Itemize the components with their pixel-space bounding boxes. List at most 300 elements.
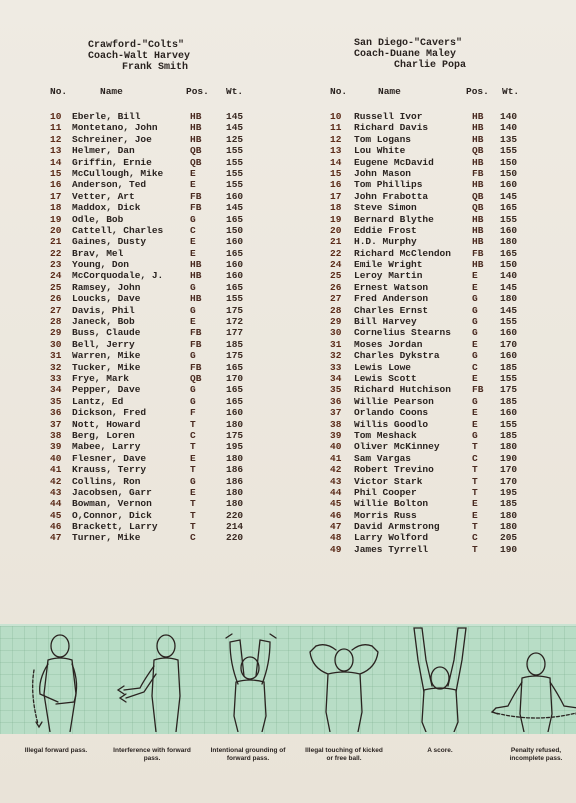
roster-row <box>46 487 316 498</box>
player-weight: 160 <box>500 407 518 419</box>
roster-row <box>46 270 316 281</box>
roster-row <box>46 236 316 247</box>
player-name: Janeck, Bob <box>72 316 135 328</box>
player-weight: 150 <box>226 224 244 236</box>
roster-row <box>46 453 316 464</box>
player-weight: 180 <box>226 418 244 430</box>
player-position: F <box>190 407 196 419</box>
player-name: John Frabotta <box>354 190 429 202</box>
roster-row <box>326 487 576 498</box>
col-head-name: Name <box>100 86 123 97</box>
roster-row <box>46 396 316 407</box>
player-number: 13 <box>330 145 342 157</box>
roster-row <box>326 305 576 316</box>
player-number: 46 <box>330 509 342 521</box>
player-name: Turner, Mike <box>72 532 141 544</box>
player-number: 44 <box>50 498 62 510</box>
player-weight: 145 <box>500 281 518 293</box>
roster-row <box>326 214 576 225</box>
player-number: 27 <box>50 304 62 316</box>
player-name: McCorquodale, J. <box>72 270 164 282</box>
roster-row <box>326 316 576 327</box>
player-position: FB <box>472 167 484 179</box>
player-weight: 165 <box>500 247 518 259</box>
player-number: 31 <box>330 338 342 350</box>
roster-row <box>326 407 576 418</box>
player-name: Eddie Frost <box>354 224 417 236</box>
player-number: 43 <box>50 486 62 498</box>
player-position: T <box>472 521 478 533</box>
player-name: Richard Davis <box>354 122 429 134</box>
player-weight: 155 <box>500 145 518 157</box>
roster-row <box>326 476 576 487</box>
player-position: QB <box>190 372 202 384</box>
player-position: E <box>190 167 196 179</box>
player-position: FB <box>190 361 202 373</box>
roster-row <box>326 362 576 373</box>
player-position: G <box>190 350 196 362</box>
player-name: Eberle, Bill <box>72 111 141 122</box>
player-number: 37 <box>50 418 62 430</box>
player-position: G <box>472 304 478 316</box>
player-position: T <box>190 498 196 510</box>
player-name: Schreiner, Joe <box>72 133 152 145</box>
player-position: HB <box>472 111 484 122</box>
roster-row <box>326 157 576 168</box>
player-name: Moses Jordan <box>354 338 423 350</box>
roster-row <box>326 441 576 452</box>
player-name: Larry Wolford <box>354 532 429 544</box>
roster-row <box>46 430 316 441</box>
col-head-pos: Pos. <box>186 86 209 97</box>
player-name: Cornelius Stearns <box>354 327 451 339</box>
player-number: 42 <box>330 464 342 476</box>
col-head-name: Name <box>378 86 401 97</box>
player-position: G <box>190 475 196 487</box>
player-number: 38 <box>330 418 342 430</box>
player-name: Cattell, Charles <box>72 224 164 236</box>
player-name: Orlando Coons <box>354 407 429 419</box>
player-number: 19 <box>330 213 342 225</box>
referee-illegal-touching-icon <box>296 624 392 732</box>
player-number: 12 <box>330 133 342 145</box>
roster-row <box>46 339 316 350</box>
player-weight: 165 <box>226 281 244 293</box>
player-weight: 160 <box>500 179 518 191</box>
player-position: G <box>190 281 196 293</box>
player-name: O,Connor, Dick <box>72 509 152 521</box>
player-weight: 180 <box>500 509 518 521</box>
player-weight: 145 <box>226 122 244 134</box>
player-number: 29 <box>50 327 62 339</box>
player-position: QB <box>190 145 202 157</box>
roster-row <box>326 350 576 361</box>
roster-row <box>46 407 316 418</box>
roster-row <box>46 202 316 213</box>
player-position: E <box>472 281 478 293</box>
left-roster-rows <box>46 111 316 544</box>
roster-row <box>46 305 316 316</box>
roster-row <box>326 327 576 338</box>
player-number: 18 <box>330 202 342 214</box>
player-weight: 180 <box>500 441 518 453</box>
player-number: 36 <box>330 395 342 407</box>
left-column-headers <box>46 86 316 98</box>
player-name: Young, Don <box>72 259 130 271</box>
player-name: Richard McClendon <box>354 247 451 259</box>
player-weight: 180 <box>500 521 518 533</box>
player-number: 27 <box>330 293 342 305</box>
player-number: 42 <box>50 475 62 487</box>
player-name: Collins, Ron <box>72 475 141 487</box>
player-number: 41 <box>50 464 62 476</box>
player-position: G <box>472 395 478 407</box>
player-number: 40 <box>330 441 342 453</box>
player-name: Oliver McKinney <box>354 441 440 453</box>
player-name: Frye, Mark <box>72 372 130 384</box>
player-position: HB <box>472 179 484 191</box>
roster-row <box>326 248 576 259</box>
player-weight: 190 <box>500 543 518 555</box>
player-position: QB <box>472 145 484 157</box>
player-number: 41 <box>330 452 342 464</box>
player-weight: 180 <box>226 498 244 510</box>
roster-row <box>326 498 576 509</box>
player-name: Odle, Bob <box>72 213 124 225</box>
player-number: 22 <box>50 247 62 259</box>
player-name: Lantz, Ed <box>72 395 124 407</box>
player-name: Maddox, Dick <box>72 202 141 214</box>
roster-row <box>326 259 576 270</box>
player-name: Morris Russ <box>354 509 417 521</box>
player-position: E <box>472 498 478 510</box>
roster-row <box>46 134 316 145</box>
player-number: 16 <box>50 179 62 191</box>
player-weight: 160 <box>226 236 244 248</box>
player-position: E <box>190 486 196 498</box>
player-name: Anderson, Ted <box>72 179 147 191</box>
player-weight: 220 <box>226 509 244 521</box>
player-name: Russell Ivor <box>354 111 423 122</box>
player-weight: 125 <box>226 133 244 145</box>
player-position: HB <box>190 111 202 122</box>
roster-row <box>46 225 316 236</box>
col-head-wt: Wt. <box>502 86 520 97</box>
signal-caption-1: Illegal forward pass. <box>24 747 88 754</box>
col-head-no: No. <box>50 86 68 97</box>
referee-illegal-forward-pass-icon <box>8 624 104 732</box>
roster-row <box>46 179 316 190</box>
player-name: Charles Ernst <box>354 304 429 316</box>
player-position: C <box>472 452 478 464</box>
player-name: Davis, Phil <box>72 304 135 316</box>
player-weight: 186 <box>226 475 244 487</box>
player-number: 25 <box>330 270 342 282</box>
player-position: G <box>472 350 478 362</box>
player-name: McCullough, Mike <box>72 167 164 179</box>
player-name: Griffin, Ernie <box>72 156 152 168</box>
player-name: Helmer, Dan <box>72 145 135 157</box>
player-position: E <box>472 407 478 419</box>
player-name: Gaines, Dusty <box>72 236 147 248</box>
right-team-coach: Coach-Duane Maley <box>354 49 457 60</box>
player-name: Mabee, Larry <box>72 441 141 453</box>
player-weight: 165 <box>226 213 244 225</box>
player-name: Fred Anderson <box>354 293 429 305</box>
player-number: 34 <box>330 372 342 384</box>
player-name: Richard Hutchison <box>354 384 451 396</box>
player-position: T <box>472 543 478 555</box>
player-weight: 175 <box>226 429 244 441</box>
player-weight: 165 <box>226 384 244 396</box>
roster-row <box>326 270 576 281</box>
player-position: FB <box>190 202 202 214</box>
player-position: C <box>472 532 478 544</box>
player-name: Tom Meshack <box>354 429 417 441</box>
player-position: G <box>472 293 478 305</box>
roster-row <box>46 521 316 532</box>
player-position: G <box>190 395 196 407</box>
player-weight: 165 <box>226 247 244 259</box>
player-name: Lewis Lowe <box>354 361 412 373</box>
roster-row <box>326 111 576 122</box>
player-number: 26 <box>50 293 62 305</box>
player-weight: 145 <box>226 202 244 214</box>
player-position: T <box>190 521 196 533</box>
player-position: G <box>190 213 196 225</box>
right-column-headers <box>326 86 576 98</box>
player-number: 24 <box>330 259 342 271</box>
player-number: 49 <box>330 543 342 555</box>
player-name: Flesner, Dave <box>72 452 147 464</box>
roster-row <box>46 122 316 133</box>
right-team-coach2: Charlie Popa <box>394 60 467 71</box>
player-number: 16 <box>330 179 342 191</box>
player-number: 25 <box>50 281 62 293</box>
player-position: QB <box>472 190 484 202</box>
player-weight: 185 <box>500 395 518 407</box>
player-weight: 170 <box>500 464 518 476</box>
player-weight: 165 <box>500 202 518 214</box>
player-position: FB <box>190 327 202 339</box>
player-name: Emile Wright <box>354 259 423 271</box>
player-name: Tucker, Mike <box>72 361 141 373</box>
player-position: E <box>190 236 196 248</box>
roster-row <box>46 259 316 270</box>
player-weight: 155 <box>226 167 244 179</box>
roster-row <box>46 419 316 430</box>
player-number: 20 <box>50 224 62 236</box>
roster-row <box>326 373 576 384</box>
roster-row <box>46 316 316 327</box>
player-name: Brav, Mel <box>72 247 124 259</box>
player-position: HB <box>472 133 484 145</box>
left-team-header <box>88 40 288 73</box>
player-number: 21 <box>330 236 342 248</box>
player-weight: 155 <box>500 418 518 430</box>
player-position: G <box>190 384 196 396</box>
player-number: 15 <box>330 167 342 179</box>
player-weight: 195 <box>226 441 244 453</box>
roster-row <box>46 248 316 259</box>
player-position: HB <box>472 224 484 236</box>
player-name: Tom Logans <box>354 133 412 145</box>
player-name: Jacobsen, Garr <box>72 486 152 498</box>
player-weight: 185 <box>500 498 518 510</box>
roster-row <box>46 327 316 338</box>
col-head-no: No. <box>330 86 348 97</box>
player-position: HB <box>190 122 202 134</box>
player-number: 35 <box>50 395 62 407</box>
signal-caption-3: Intentional grounding of forward pass. <box>210 747 286 762</box>
roster-row <box>46 510 316 521</box>
player-weight: 220 <box>226 532 244 544</box>
player-name: Lewis Scott <box>354 372 417 384</box>
player-position: T <box>472 441 478 453</box>
player-weight: 186 <box>226 464 244 476</box>
player-position: T <box>190 441 196 453</box>
player-position: HB <box>472 213 484 225</box>
player-name: Steve Simon <box>354 202 417 214</box>
roster-row <box>326 134 576 145</box>
player-number: 29 <box>330 316 342 328</box>
right-team-title: San Diego-"Cavers" <box>354 38 463 49</box>
player-weight: 214 <box>226 521 244 533</box>
player-position: T <box>472 486 478 498</box>
player-number: 38 <box>50 429 62 441</box>
player-name: Krauss, Terry <box>72 464 147 476</box>
player-position: HB <box>190 270 202 282</box>
player-number: 30 <box>330 327 342 339</box>
player-number: 24 <box>50 270 62 282</box>
player-weight: 160 <box>500 224 518 236</box>
roster-row <box>326 179 576 190</box>
roster-row <box>326 384 576 395</box>
player-name: Berg, Loren <box>72 429 135 441</box>
player-number: 37 <box>330 407 342 419</box>
col-head-pos: Pos. <box>466 86 489 97</box>
player-weight: 155 <box>226 156 244 168</box>
player-name: Willie Bolton <box>354 498 429 510</box>
player-name: Sam Vargas <box>354 452 412 464</box>
player-position: E <box>190 316 196 328</box>
roster-row <box>326 191 576 202</box>
player-name: Willie Pearson <box>354 395 434 407</box>
player-weight: 140 <box>500 270 518 282</box>
player-weight: 140 <box>500 111 518 122</box>
player-name: H.D. Murphy <box>354 236 417 248</box>
roster-row <box>326 145 576 156</box>
player-position: T <box>190 509 196 521</box>
player-number: 40 <box>50 452 62 464</box>
player-number: 10 <box>330 111 342 122</box>
right-team-header <box>354 38 554 71</box>
signal-caption-6: Penalty refused, incomplete pass. <box>509 747 563 762</box>
player-weight: 155 <box>226 293 244 305</box>
player-position: FB <box>190 338 202 350</box>
player-weight: 160 <box>500 327 518 339</box>
player-number: 11 <box>330 122 342 134</box>
referee-score-icon <box>392 624 488 732</box>
player-weight: 180 <box>500 293 518 305</box>
player-position: E <box>472 338 478 350</box>
player-name: Loucks, Dave <box>72 293 141 305</box>
roster-row <box>326 225 576 236</box>
roster-row <box>46 373 316 384</box>
roster-row <box>46 168 316 179</box>
roster-row <box>46 157 316 168</box>
player-number: 47 <box>50 532 62 544</box>
player-weight: 145 <box>226 111 244 122</box>
player-number: 22 <box>330 247 342 259</box>
player-weight: 150 <box>500 156 518 168</box>
player-name: David Armstrong <box>354 521 440 533</box>
player-number: 12 <box>50 133 62 145</box>
roster-row <box>46 145 316 156</box>
player-name: Lou White <box>354 145 406 157</box>
signal-caption-2: Interference with forward pass. <box>113 747 191 762</box>
player-weight: 150 <box>500 167 518 179</box>
player-name: Ramsey, John <box>72 281 141 293</box>
player-number: 10 <box>50 111 62 122</box>
player-weight: 160 <box>226 190 244 202</box>
player-number: 32 <box>50 361 62 373</box>
roster-row <box>46 191 316 202</box>
player-position: HB <box>472 156 484 168</box>
player-number: 34 <box>50 384 62 396</box>
player-name: Robert Trevino <box>354 464 434 476</box>
player-name: Leroy Martin <box>354 270 423 282</box>
player-name: Bell, Jerry <box>72 338 135 350</box>
player-position: HB <box>190 293 202 305</box>
player-weight: 160 <box>226 259 244 271</box>
player-weight: 175 <box>500 384 518 396</box>
player-weight: 170 <box>500 338 518 350</box>
player-number: 14 <box>50 156 62 168</box>
player-number: 43 <box>330 475 342 487</box>
player-weight: 140 <box>500 122 518 134</box>
player-position: G <box>472 429 478 441</box>
roster-row <box>46 362 316 373</box>
player-position: E <box>190 179 196 191</box>
roster-row <box>326 544 576 555</box>
player-weight: 185 <box>500 361 518 373</box>
roster-row <box>46 498 316 509</box>
player-weight: 172 <box>226 316 244 328</box>
player-position: HB <box>190 259 202 271</box>
player-position: T <box>190 418 196 430</box>
roster-row <box>46 282 316 293</box>
player-weight: 155 <box>226 179 244 191</box>
player-number: 19 <box>50 213 62 225</box>
player-number: 39 <box>330 429 342 441</box>
roster-row <box>46 464 316 475</box>
roster-row <box>326 122 576 133</box>
roster-row <box>326 419 576 430</box>
player-number: 31 <box>50 350 62 362</box>
player-position: T <box>472 464 478 476</box>
player-weight: 185 <box>226 338 244 350</box>
player-weight: 145 <box>500 304 518 316</box>
player-position: HB <box>190 133 202 145</box>
player-position: C <box>472 361 478 373</box>
signal-caption-5: A score. <box>427 747 453 754</box>
player-name: James Tyrrell <box>354 543 429 555</box>
player-name: Victor Stark <box>354 475 423 487</box>
player-position: C <box>190 429 196 441</box>
player-weight: 195 <box>500 486 518 498</box>
player-weight: 155 <box>500 213 518 225</box>
